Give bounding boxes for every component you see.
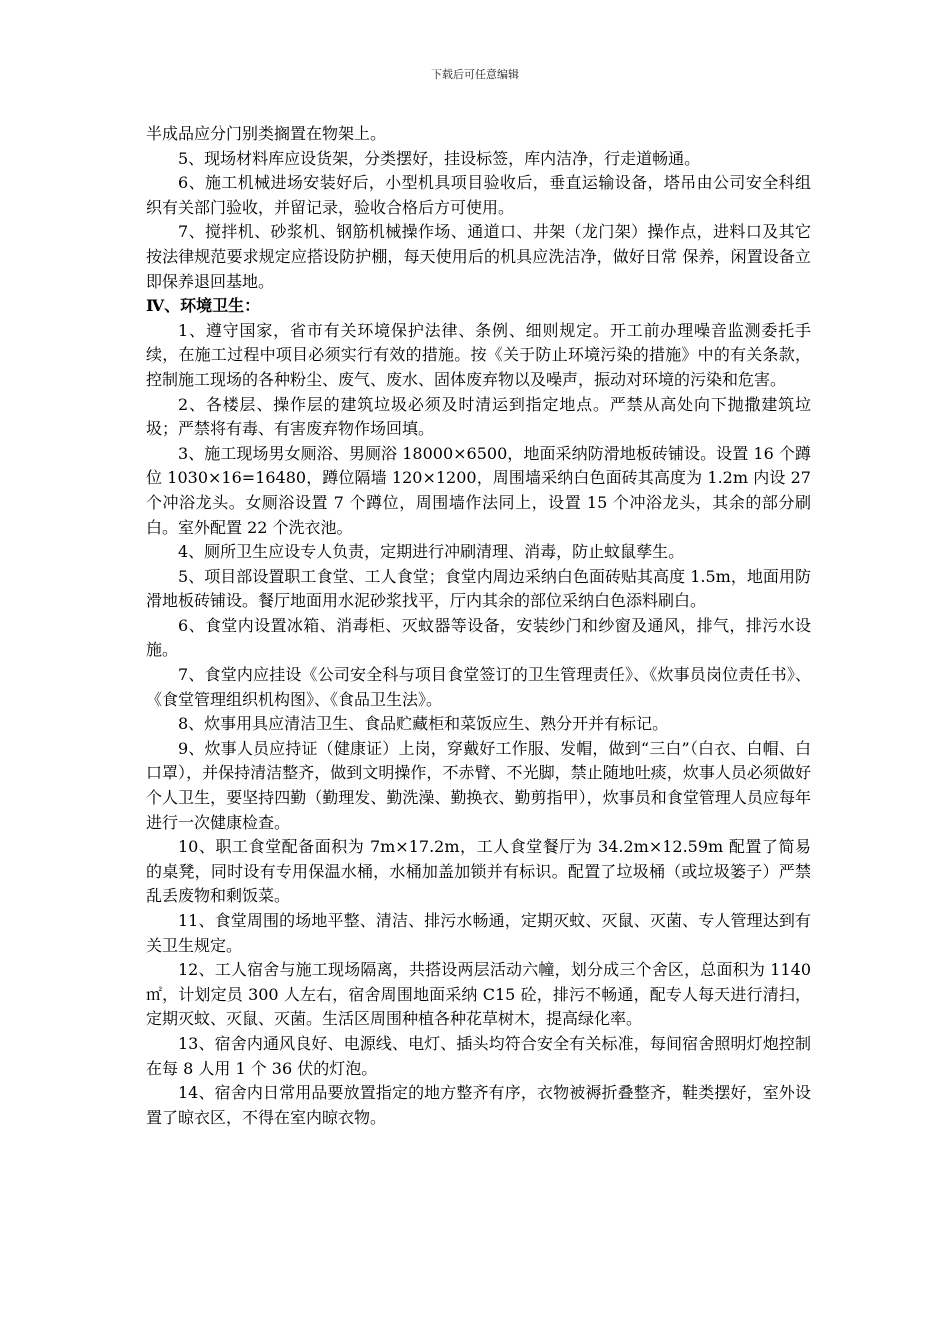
paragraph: 7、食堂内应挂设《公司安全科与项目食堂签订的卫生管理责任》、《炊事员岗位责任书》、《食堂管理组织机构图》、《食品卫生法》。: [146, 665, 811, 709]
paragraph: 半成品应分门别类搁置在物架上。: [146, 124, 387, 143]
paragraph: 8、炊事用具应清洁卫生、食品贮藏柜和菜饭应生、熟分开并有标记。: [178, 714, 669, 734]
paragraph: 6、施工机械进场安装好后，小型机具项目验收后，垂直运输设备，塔吊由公司安全科组织有关部门验收，并留记录，验收合格后方可使用。: [146, 173, 811, 217]
paragraph: 12、工人宿舍与施工现场隔离，共搭设两层活动六幢，划分成三个舍区，总面积为 1140㎡，计划定员 300 人左右，宿舍周围地面采纳 C15 砼，排污不畅通，配专人每天进行清扫，定期灭蚊、灭鼠、灭菌。生活区周围种植各种花草树木，提高绿化率。: [146, 960, 811, 1029]
paragraph: 11、食堂周围的场地平整、清洁、排污水畅通，定期灭蚊、灭鼠、灭菌、专人管理达到有关卫生规定。: [146, 911, 811, 955]
paragraph: 5、现场材料库应设货架，分类摆好，挂设标签，库内洁净，行走道畅通。: [178, 148, 701, 168]
paragraph: 6、食堂内设置冰箱、消毒柜、灭蚊器等设备，安装纱门和纱窗及通风，排气，排污水设施。: [146, 615, 811, 660]
paragraph: 10、职工食堂配备面积为 7m×17.2m，工人食堂餐厅为 34.2m×12.59m 配置了简易的桌凳，同时设有专用保温水桶，水桶加盖加锁并有标识。配置了垃圾桶（或垃圾篓子）严禁乱丢废物和剩饭菜。: [146, 837, 811, 906]
paragraph: 2、各楼层、操作层的建筑垃圾必须及时清运到指定地点。严禁从高处向下抛撒建筑垃圾；严禁将有毒、有害废弃物作场回填。: [146, 394, 811, 439]
paragraph: 9、炊事人员应持证（健康证）上岗，穿戴好工作服、发帽，做到“三白”（白衣、白帽、白口罩），并保持清洁整齐，做到文明操作，不赤臂、不光脚，禁止随地吐痰，炊事人员必须做好个人卫生，要坚持四勤（勤理发、勤洗澡、勤换衣、勤剪指甲），炊事员和食堂管理人员应每年进行一次健康检查。: [146, 738, 811, 832]
paragraph: 14、宿舍内日常用品要放置指定的地方整齐有序，衣物被褥折叠整齐，鞋类摆好，室外设置了晾衣区，不得在室内晾衣物。: [146, 1083, 811, 1127]
paragraph: 7、搅拌机、砂浆机、钢筋机械操作场、通道口、井架（龙门架）操作点，进料口及其它按法律规范要求规定应搭设防护棚，每天使用后的机具应洗洁净，做好日常 保养，闲置设备立即保养退回基地。: [146, 222, 811, 291]
paragraph: 3、施工现场男女厕浴、男厕浴 18000×6500，地面采纳防滑地板砖铺设。设置 16 个蹲位 1030×16=16480，蹲位隔墙 120×1200，周围墙采纳白色面砖其高度为 1.2m 内设 27 个冲浴龙头。女厕浴设置 7 个蹲位，周围墙作法同上，设置 15 个冲浴龙头，其余的部分刷白。室外配置 22 个洗衣池。: [146, 443, 811, 537]
paragraph: 5、项目部设置职工食堂、工人食堂；食堂内周边采纳白色面砖贴其高度 1.5m，地面用防滑地板砖铺设。餐厅地面用水泥砂浆找平，厅内其余的部位采纳白色添料刷白。: [146, 566, 811, 611]
page-header: 下载后可任意编辑: [431, 68, 519, 81]
document-body: [146, 122, 811, 1130]
paragraph: 1、遵守国家，省市有关环境保护法律、条例、细则规定。开工前办理噪音监测委托手续，在施工过程中项目必须实行有效的措施。按《关于防止环境污染的措施》中的有关条款，控制施工现场的各种粉尘、废气、废水、固体废弃物以及噪声，振动对环境的污染和危害。: [146, 320, 811, 389]
section-heading: Ⅳ、环境卫生：: [146, 296, 261, 316]
paragraph: 13、宿舍内通风良好、电源线、电灯、插头均符合安全有关标准，每间宿舍照明灯炮控制在每 8 人用 1 个 36 伏的灯泡。: [146, 1033, 811, 1078]
paragraph: 4、厕所卫生应设专人负责，定期进行冲刷清理、消毒，防止蚊鼠孳生。: [178, 542, 685, 562]
